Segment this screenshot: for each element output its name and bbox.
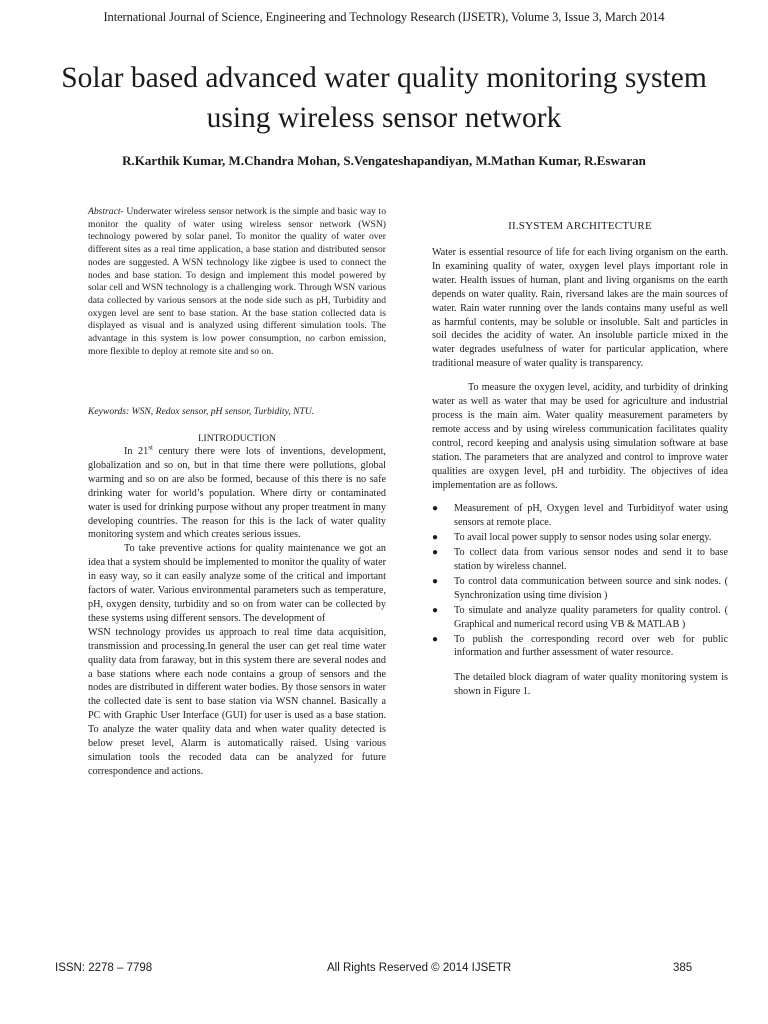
intro-paragraph-3: WSN technology provides us approach to real time data acquisition, transmission and processing.In general the user can get real time water quality data from faraway, but in this system there are several nodes and a base stations where each node contains a group of sensors and the nodes are distributed in different water bodies. By those sensors in water the collected date is sent to base station via WSN channel. Basically a PC with Graphic User Interface (GUI) for user is used as a base station. To analyze the water quality data and when water quality detected is below preset level, Alarm is automatically raised. Using various simulation tools the recoded data can be analyzed for future correspondence and actions. bbox=[88, 626, 386, 777]
keywords: Keywords: WSN, Redox sensor, pH sensor, Turbidity, NTU. bbox=[88, 406, 315, 417]
objectives-list bbox=[432, 502, 728, 660]
list-item: ● To publish the corresponding record over web for public information and further assessment of water resource. bbox=[432, 633, 728, 659]
abstract bbox=[88, 206, 386, 358]
list-item: ● To simulate and analyze quality parameters for quality control. ( Graphical and numerical record using VB & MATLAB ) bbox=[432, 604, 728, 630]
bullet-icon: ● bbox=[432, 547, 439, 559]
introduction-body bbox=[88, 445, 386, 779]
bullet-icon: ● bbox=[432, 532, 439, 544]
arch-paragraph-1: Water is essential resource of life for each living organism on the earth. In examining quality of water, oxygen level plays important role in water. Health issues of human, plant and living organisms on the earth depends on water quality. Rain, riversand lakes are the main sources of water. Rain water running over the lands contains many useful as well as harmful contents, may be soluble or insoluble. Salt and particles in soil decides the acidity of water. An insoluble particle mixed in the water degrades usefulness of water for particular application, where traditional measure of water quality is transparency. bbox=[432, 247, 728, 370]
bullet-icon: ● bbox=[432, 503, 439, 515]
list-item: ● To collect data from various sensor nodes and send it to base station by wireless channel. bbox=[432, 547, 728, 573]
bullet-icon: ● bbox=[432, 575, 439, 587]
section-heading-system-architecture: II.SYSTEM ARCHITECTURE bbox=[508, 220, 652, 232]
paper-title: Solar based advanced water quality monitoring system using wireless sensor network bbox=[61, 62, 707, 134]
abstract-label: Abstract- bbox=[88, 206, 124, 217]
list-item: ● To avail local power supply to sensor nodes using solar energy. bbox=[432, 532, 712, 544]
intro-paragraph-1: In 21st century there were lots of inventions, development, globalization and so on, but in that time there were pollutions, global warming and so on are also be formed, because of this there is no safe drinking water for world’s population. Where dirty or contaminated water is used for drinking purpose without any proper treatment in many developing countries. The reason for this is the lack of water quality monitoring system and which creates serious issues. bbox=[88, 443, 386, 541]
abstract-text: Underwater wireless sensor network is the simple and basic way to monitor the quality of water using wireless sensor network (WSN) technology powered by solar panel. To monitor the quality of water over different sites as a real time application, a base station and distributed sensor nodes are suggested. A WSN technology like zigbee is used to connect the nodes and base station. To design and implement this model powered by solar cell and WSN technology is a challenging work. Through WSN various data collected by various sensors at the node side such as pH, Turbidity and oxygen level are sent to base station. At the base station collected data is displayed as visual and is analyzed using different simulation tools. The advantage in this system is low power consumption, no carbon emission, more flexible to deploy at remote site and so on. bbox=[88, 206, 386, 357]
bullet-icon: ● bbox=[432, 604, 439, 616]
intro-paragraph-2: To take preventive actions for quality maintenance we got an idea that a system should be implemented to monitor the quality of water in easy way, so it can easily analyze some of the critical and important factors of water. Various environmental parameters such as temperature, pH, oxygen density, turbidity and so on from water can be collected by these systems using different sensors. The development of bbox=[88, 543, 386, 624]
bullet-icon: ● bbox=[432, 633, 439, 645]
section-heading-introduction: I.INTRODUCTION bbox=[197, 433, 277, 444]
arch-closing-paragraph: The detailed block diagram of water quality monitoring system is shown in Figure 1. bbox=[454, 672, 728, 698]
arch-paragraph-2: To measure the oxygen level, acidity, and turbidity of drinking water as well as water that may be used for agriculture and industrial process is the main aim. Water quality measurement parameters by remote access and by using wireless communication facilitates quality control, record keeping and analysis using simulation software at base station. The parameters that are analyzed and control to improve water qualities are oxygen level, pH and turbidity. The objectives of idea implementation are as follows. bbox=[432, 382, 728, 491]
system-architecture-body bbox=[432, 246, 728, 699]
footer-page-number: 385 bbox=[673, 962, 693, 974]
footer-issn: ISSN: 2278 – 7798 bbox=[55, 962, 153, 974]
author-list: R.Karthik Kumar, M.Chandra Mohan, S.Vengateshapandiyan, M.Mathan Kumar, R.Eswaran bbox=[122, 153, 646, 168]
list-item: ● Measurement of pH, Oxygen level and Turbidityof water using sensors at remote place. bbox=[432, 503, 728, 529]
journal-header: International Journal of Science, Engineering and Technology Research (IJSETR), Volume 3, Issue 3, March 2014 bbox=[103, 10, 665, 24]
footer-rights: All Rights Reserved © 2014 IJSETR bbox=[327, 962, 512, 974]
list-item: ● To control data communication between source and sink nodes. ( Synchronization using time division ) bbox=[432, 575, 728, 601]
